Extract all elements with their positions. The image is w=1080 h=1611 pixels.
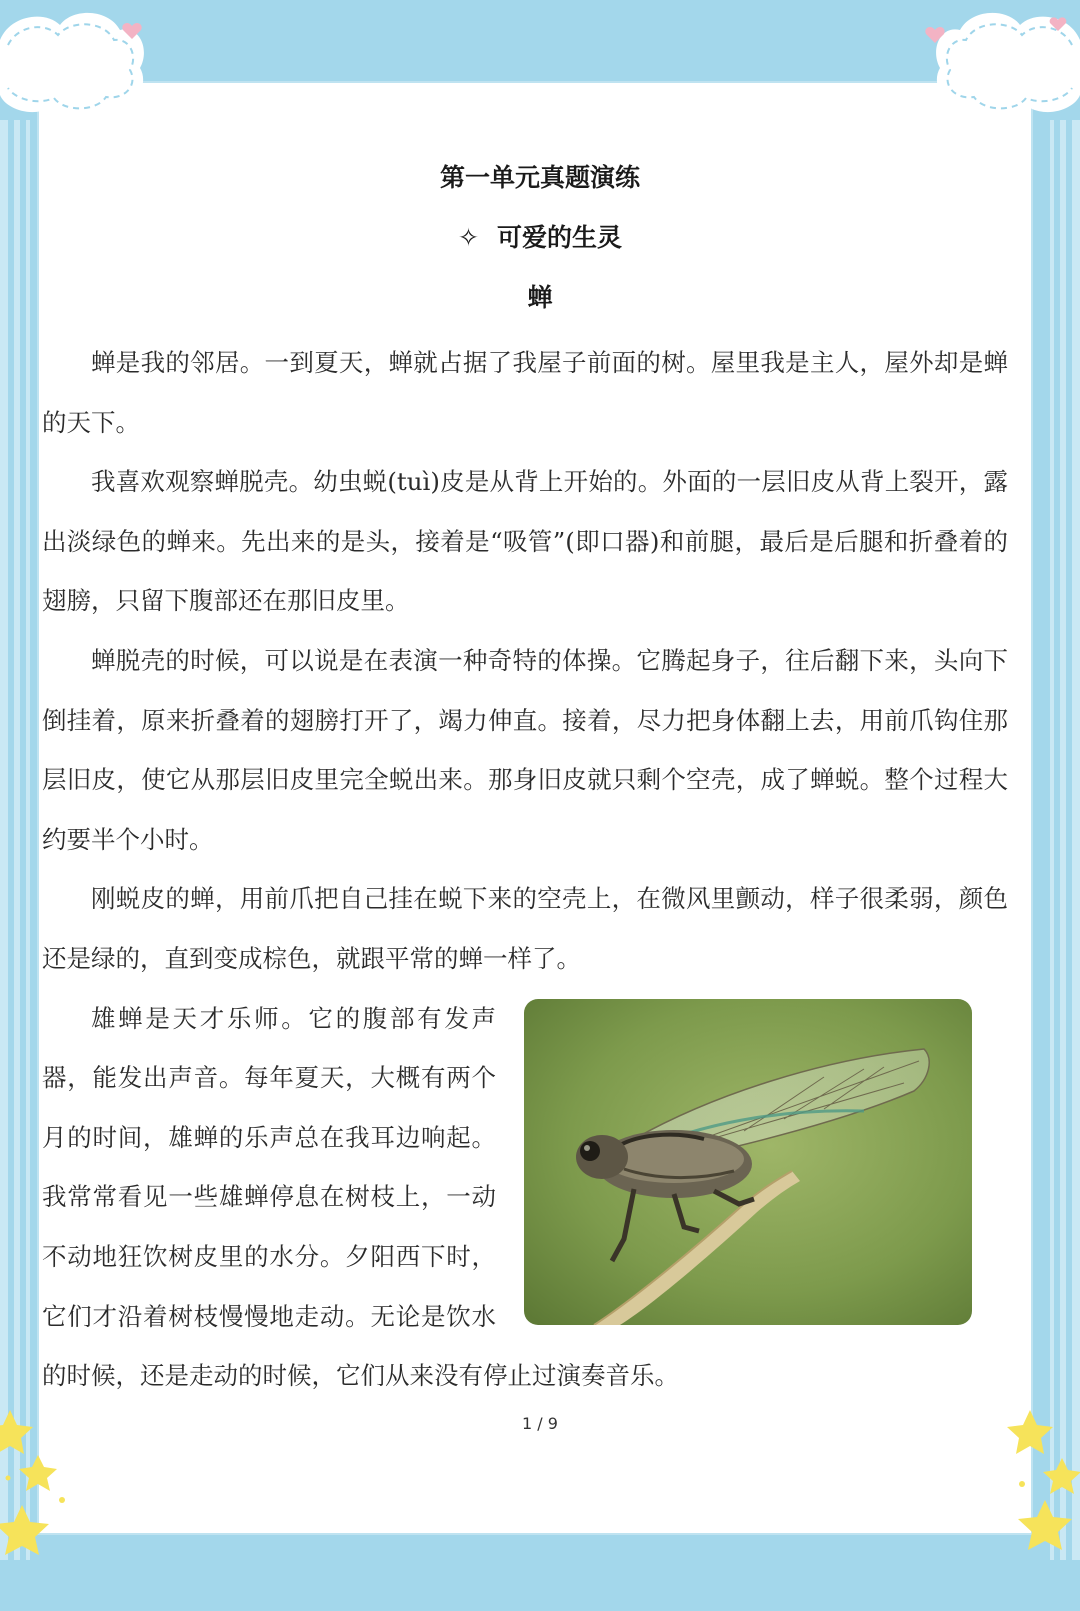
section-heading — [0, 218, 1080, 254]
paragraph: 雄蝉是天才乐师。它的腹部有发声器，能发出声音。每年夏天，大概有两个月的时间，雄蝉的乐声总在我耳边响起。我常常看见一些雄蝉停息在树枝上，一动不动地狂饮树皮里的水分。夕阳西下时，它们才沿着树枝慢慢地走动。无论是饮水的时候，还是走动的时候，它们从来没有停止过演奏音乐。 — [42, 1003, 679, 1391]
paragraph: 我喜欢观察蝉脱壳。幼虫蜕(tuì)皮是从背上开始的。外面的一层旧皮从背上裂开，露出淡绿色的蝉来。先出来的是头，接着是“吸管”(即口器)和前腿，最后是后腿和折叠着的翅膀，只留下腹部还在那旧皮里。 — [42, 467, 1008, 616]
cicada-photo — [524, 999, 972, 1325]
paragraph: 刚蜕皮的蝉，用前爪把自己挂在蜕下来的空壳上，在微风里颤动，样子很柔弱，颜色还是绿的，直到变成棕色，就跟平常的蝉一样了。 — [42, 884, 1008, 973]
sparkle-icon: ✧ — [458, 223, 479, 252]
paragraph: 蝉是我的邻居。一到夏天，蝉就占据了我屋子前面的树。屋里我是主人，屋外却是蝉的天下。 — [42, 348, 1008, 437]
article-body — [42, 333, 1008, 1406]
article-title: 蝉 — [527, 283, 553, 312]
page-number: 1 / 9 — [522, 1414, 558, 1433]
section-heading-text: 可爱的生灵 — [496, 223, 622, 252]
paragraph: 蝉脱壳的时候，可以说是在表演一种奇特的体操。它腾起身子，往后翻下来，头向下倒挂着，原来折叠着的翅膀打开了，竭力伸直。接着，尽力把身体翻上去，用前爪钩住那层旧皮，使它从那层旧皮里完全蜕出来。那身旧皮就只剩个空壳，成了蝉蜕。整个过程大约要半个小时。 — [42, 645, 1008, 854]
page-title: 第一单元真题演练 — [439, 163, 640, 192]
cicada-illustration — [524, 999, 972, 1325]
